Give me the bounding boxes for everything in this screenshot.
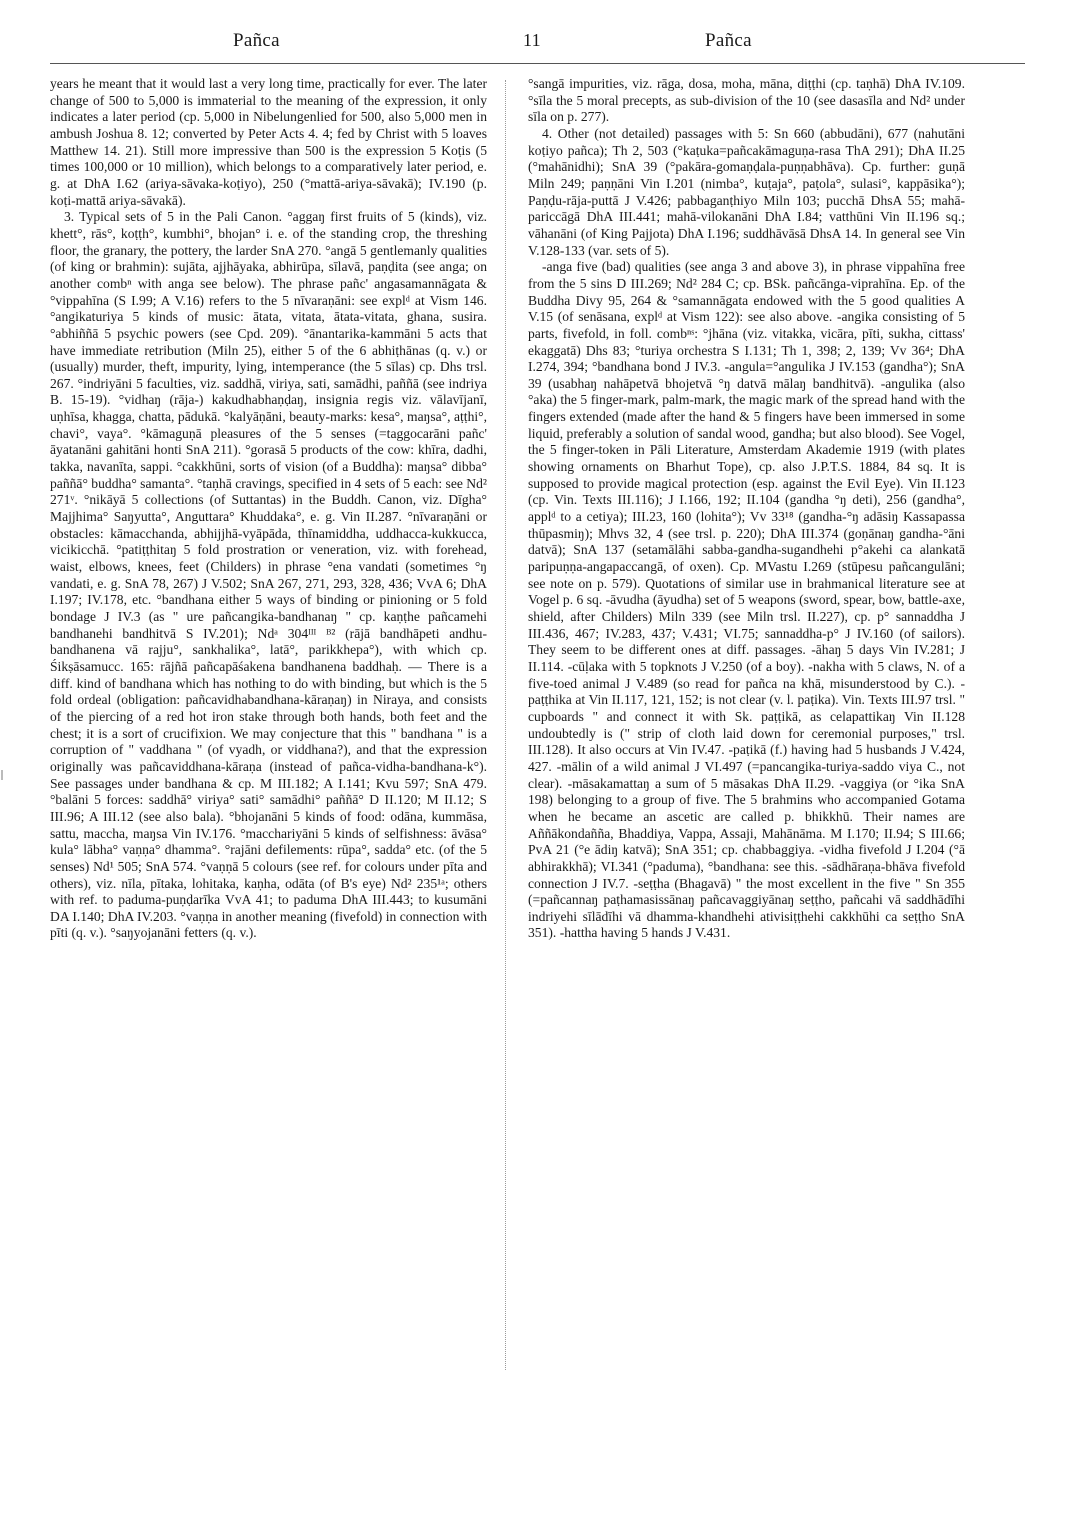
left-paragraph-2: 3. Typical sets of 5 in the Pali Canon. °aggaŋ first fruits of 5 (kinds), viz. khett°, rās°, koṭṭh°, kumbhi°, bhojan° i. e. of the standing crop, the threshing floor, the granary, the pottery, the larder SnA 270. °angā 5 gentlemanly qualities (of king or brahmin): sujāta, ajjhāyaka, abhirūpa, sīlavā, paṇḍita (see anga; on another combⁿ with anga see below). The phrase pañc' angasamannāgata & °vippahīna (S I.99; A V.16) refers to the 5 nīvaraṇāni: see explᵈ at Vism 146. °angikaturiya 5 kinds of music: ātata, vitata, ātata-vitata, ghana, susira. °abhiññā 5 psychic powers (see Cpd. 209). °ānantarika-kammāni 5 acts that have immediate retribution (Miln 25), either 5 of the 6 abhiṭhānas (q. v.) or (usually) murder, theft, impurity, lying, intemperance (the 5 sīlas) cp. Dhs trsl. 267. °indriyāni 5 faculties, viz. saddhā, viriya, sati, samādhi, paññā (see indriya B. 15-19). °vidhaŋ (rāja-) kakudhabhaṇḍaŋ, insignia regis viz. vālavījanī, uṇhīsa, khagga, chatta, pādukā. °kalyāṇāni, beauty-marks: kesa°, maŋsa°, aṭṭhi°, chavi°, vaya°. °kāmaguṇā pleasures of the 5 senses (=taggocarāni pañc' āyatanāni gahitāni honti SnA 211). °gorasā 5 products of the cow: khīra, dadhi, takka, navanīta, sappi. °cakkhūni, sorts of vision (of a Buddha): maŋsa° dibba° paññā° buddha° samanta°. °taṇhā cravings, specified in 4 sets of 5 each: see Nd² 271ᵛ. °nikāyā 5 collections (of Suttantas) in the Buddh. Canon, viz. Dīgha° Majjhima° Saŋyutta°, Anguttara° Khuddaka°, e. g. Vin II.287. °nīvaraṇāni or obstacles: kāmacchanda, abhijjhā-vyāpāda, thīnamiddha, uddhacca-kukkucca, vicikicchā. °patiṭṭhitaŋ 5 fold prostration or veneration, viz. with forehead, waist, elbows, knees, feet (Childers) in phrase °ena vandati (sometimes °ŋ vandati, e. g. SnA 78, 267) J V.502; SnA 267, 271, 293, 328, 436; VvA 6; DhA I.197; IV.178, etc. °bandhana either 5 ways of binding or pinioning or 5 fold bondage J IV.3 (as " ure pañcangika-bandhanaŋ " cp. kaṇṭhe pañcamehi bandhanehi bandhitvā S IV.201); Ndᵃ 304ᴵᴵᴵ ᴮ² (rājā bandhāpeti andhu-bandhanena vā rajju°, sankhalika°, latā°, parikkhepa°), with which cp. Śikṣāsamucc. 165: rājñā pañcapāśakena bandhanena baddhaḥ. — There is a diff. kind of bandhana which has nothing to do with binding, but which is the 5 fold ordeal (obligation: pañcavidhabandhana-kāraṇaŋ) in Niraya, and consists of the piercing of a red hot iron stake through both hands, both feet and the chest; it is a sort of crucifixion. We may conjecture that this " bandhana " is a corruption of " vaddhana " (of vyadh, or viddhana?), and that the expression originally was pañcaviddhana-kāraṇa (instead of pañca-vidha-bandhana-k°). See passages under bandhana & cp. M III.182; A I.141; Kvu 597; SnA 479. °balāni 5 forces: saddhā° viriya° sati° samādhi° paññā° D II.120; M II.12; S III.96; A III.12 (see also bala). °bhojanāni 5 kinds of food: odāna, kummāsa, sattu, maccha, maŋsa Vin IV.176. °macchariyāni 5 kinds of selfishness: āvāsa° kula° lābha° vaṇṇa° dhamma°. °rajāni defilements: rūpa°, sadda° etc. (of the 5 senses) Nd¹ 505; SnA 574. °vaṇṇā 5 colours (see ref. for colours under pīta and others), viz. nīla, pītaka, lohitaka, kaṇha, odāta (of B's eye) Nd² 235¹ᵃ; others with ref. to paduma-puṇḍarīka VvA 41; to paduma DhA III.443; to kusumāni DA I.140; DhA IV.203. °vaṇṇa in another meaning (fivefold) in connection with pīti (q. v.). °saŋyojanāni fetters (q. v.). [50, 209, 487, 941]
header-right-headword: Pañca [705, 30, 752, 51]
right-paragraph-1: °sangā impurities, viz. rāga, dosa, moha, māna, diṭṭhi (cp. taṇhā) DhA IV.109. °sīla the 5 moral precepts, as sub-division of the 10 (see dasasīla and Nd² under sīla on p. 277). [528, 76, 965, 125]
left-paragraph-1: years he meant that it would last a very long time, practically for ever. The later change of 500 to 5,000 is immaterial to the meaning of the expression, it only indicates a later period (cp. 5,000 in Nibelungenlied for 500, also 5,000 men in ambush Joshua 8. 12; converted by Peter Acts 4. 4; fed by Christ with 5 loaves Matthew 14. 21). Still more impressive than 500 is the expression 5 Koṭis (5 times 100,000 or 10 million), which belongs to a comparatively later period, e. g. at DhA I.62 (ariya-sāvaka-koṭiyo), 250 (°mattā-ariya-sāvakā); IV.190 (p. koṭi-mattā ariya-sāvakā). [50, 76, 487, 208]
running-header [50, 30, 1025, 60]
header-left-headword: Pañca [233, 30, 280, 51]
right-paragraph-2: 4. Other (not detailed) passages with 5: Sn 660 (abbudāni), 677 (nahutāni koṭiyo pañca); Th 2, 503 (°kaṭuka=pañcakāmaguṇa-rasa ThA 291); DhA II.25 (°mahānidhi); SnA 39 (°pakāra-gomaṇḍala-puṇṇabhāva). Cp. further: guṇā Miln 249; paṇṇāni Vin I.201 (nimba°, kuṭaja°, paṭola°, sulasi°, kappāsika°); Paṇḍu-rāja-puttā J V.426; pabbaganṭhiyo Miln 103; pucchā DhsA 55; mahā-pariccāgā DhA III.441; mahā-vilokanāni DhA I.84; vatthūni Vin II.196 sq.; vāhanāni (of King Pajjota) DhA I.196; suddhāvāsā DhsA 14. In general see Vin V.128-133 (var. sets of 5). [528, 125, 965, 258]
left-column [50, 76, 487, 1496]
page-number: 11 [523, 30, 541, 50]
header-rule [50, 63, 1025, 64]
right-paragraph-3: -anga five (bad) qualities (see anga 3 and above 3), in phrase vippahīna free from the 5 sins D III.269; Nd² 284 C; cp. BSk. pañcānga-viprahīna. Ep. of the Buddha Divy 95, 264 & °samannāgata endowed with the 5 good qualities A V.15 (of senāsana, explᵈ at Vism 122): see also above. -angika consisting of 5 parts, fivefold, in foll. combⁿˢ: °jhāna (viz. vitakka, vicāra, pīti, sukha, cittass' ekaggatā) Dhs 83; °turiya orchestra S I.131; Th 1, 398; 2, 139; Vv 36⁴; DhA I.274, 394; °bandhana bond J IV.3. -angula=°angulika J IV.153 (gandha°); SnA 39 (usabhaŋ nahāpetvā bhojetvā °ŋ datvā mālaŋ bandhitvā). -angulika (also °aka) the 5 finger-mark, palm-mark, the magic mark of the spread hand with the fingers extended (made after the hand & 5 fingers have been immersed in some liquid, preferably a solution of sandal wood, gandha; but also blood). See Vogel, the 5 finger-token in Pāli Literature, Amsterdam Akademie 1919 (with plates showing ornaments on Bharhut Tope), cp. also J.P.T.S. 1884, 84 sq. It is supposed to provide magical protection (esp. against the Evil Eye). Vin II.123 (cp. Vin. Texts III.116); J I.166, 192; II.104 (gandha °ŋ deti), 256 (gandha°, applᵈ to a cetiya); III.23, 160 (lohita°); Vv 33¹⁸ (gandha-°ŋ adāsiŋ Kassapassa thūpasmiŋ); Mhvs 32, 4 (see trsl. p. 220); DhA III.374 (goṇānaŋ gandha-°āni datvā); SnA 137 (setamālāhi sabba-gandha-sugandhehi p°akehi ca alankatā paripuṇṇa-angapaccangā, of oxen). Cp. MVastu I.269 (stūpesu pañcangulāni; see note on p. 579). Quotations of similar use in brahmanical literature see at Vogel p. 6 sq. -āvudha (āyudha) set of 5 weapons (sword, spear, bow, battle-axe, shield, after Childers) Miln 339 (see Miln trsl. II.227), cp. p° sannaddha J III.436, 467; IV.283, 437; V.431; VI.75; sannaddha-p° J IV.160 (of sailors). They seem to be different ones at diff. passages. -āhaŋ 5 days Vin IV.281; J II.114. -cūḷaka with 5 topknots J V.250 (of a boy). -nakha with 5 claws, N. of a five-toed animal J V.489 (so read for pañca na khā, misunderstood by C.). -paṭṭhika at Vin II.117, 121, 152; is not clear (v. l. paṭika). Vin. Texts III.97 trsl. " cupboards " and connect it with Sk. paṭṭikā, as celapattikaŋ Vin II.128 undoubtedly is (" strip of cloth laid down for ceremonial purposes," trsl. III.128). It also occurs at Vin IV.47. -paṭikā (f.) having had 5 husbands J V.424, 427. -mālin of a wild animal J VI.497 (=pancangika-turiya-saddo viya C., not clear). -māsakamattaŋ a sum of 5 māsakas DhA II.29. -vaggiya (or °ika SnA 198) belonging to a group of five. The 5 brahmins who accompanied Gotama when he became an ascetic are called p. bhikkhū. Their names are Aññākondañña, Bhaddiya, Vappa, Assaji, Mahānāma. M I.170; II.94; S III.66; PvA 21 (°e ādiŋ katvā); SnA 351; cp. chabbaggiya. -vidha fivefold J I.204 (°ā abhirakkhā); VI.341 (°paduma), °bandhana: see this. -sādhāraṇa-bhāva fivefold connection J IV.7. -seṭṭha (Bhagavā) " the most excellent in the five " Sn 355 (=pañcannaŋ paṭhamasissānaŋ pañcavaggiyānaŋ seṭṭho, pañcahi vā saddhādīhi indriyehi sīlādīhi vā dhamma-khandhehi ativisiṭṭhehi cakkhūhi ca seṭṭho SnA 351). -hattha having 5 hands J V.431. [528, 259, 965, 941]
right-column [528, 76, 965, 1496]
scan-margin-mark [1, 770, 3, 780]
column-divider [505, 80, 506, 1370]
